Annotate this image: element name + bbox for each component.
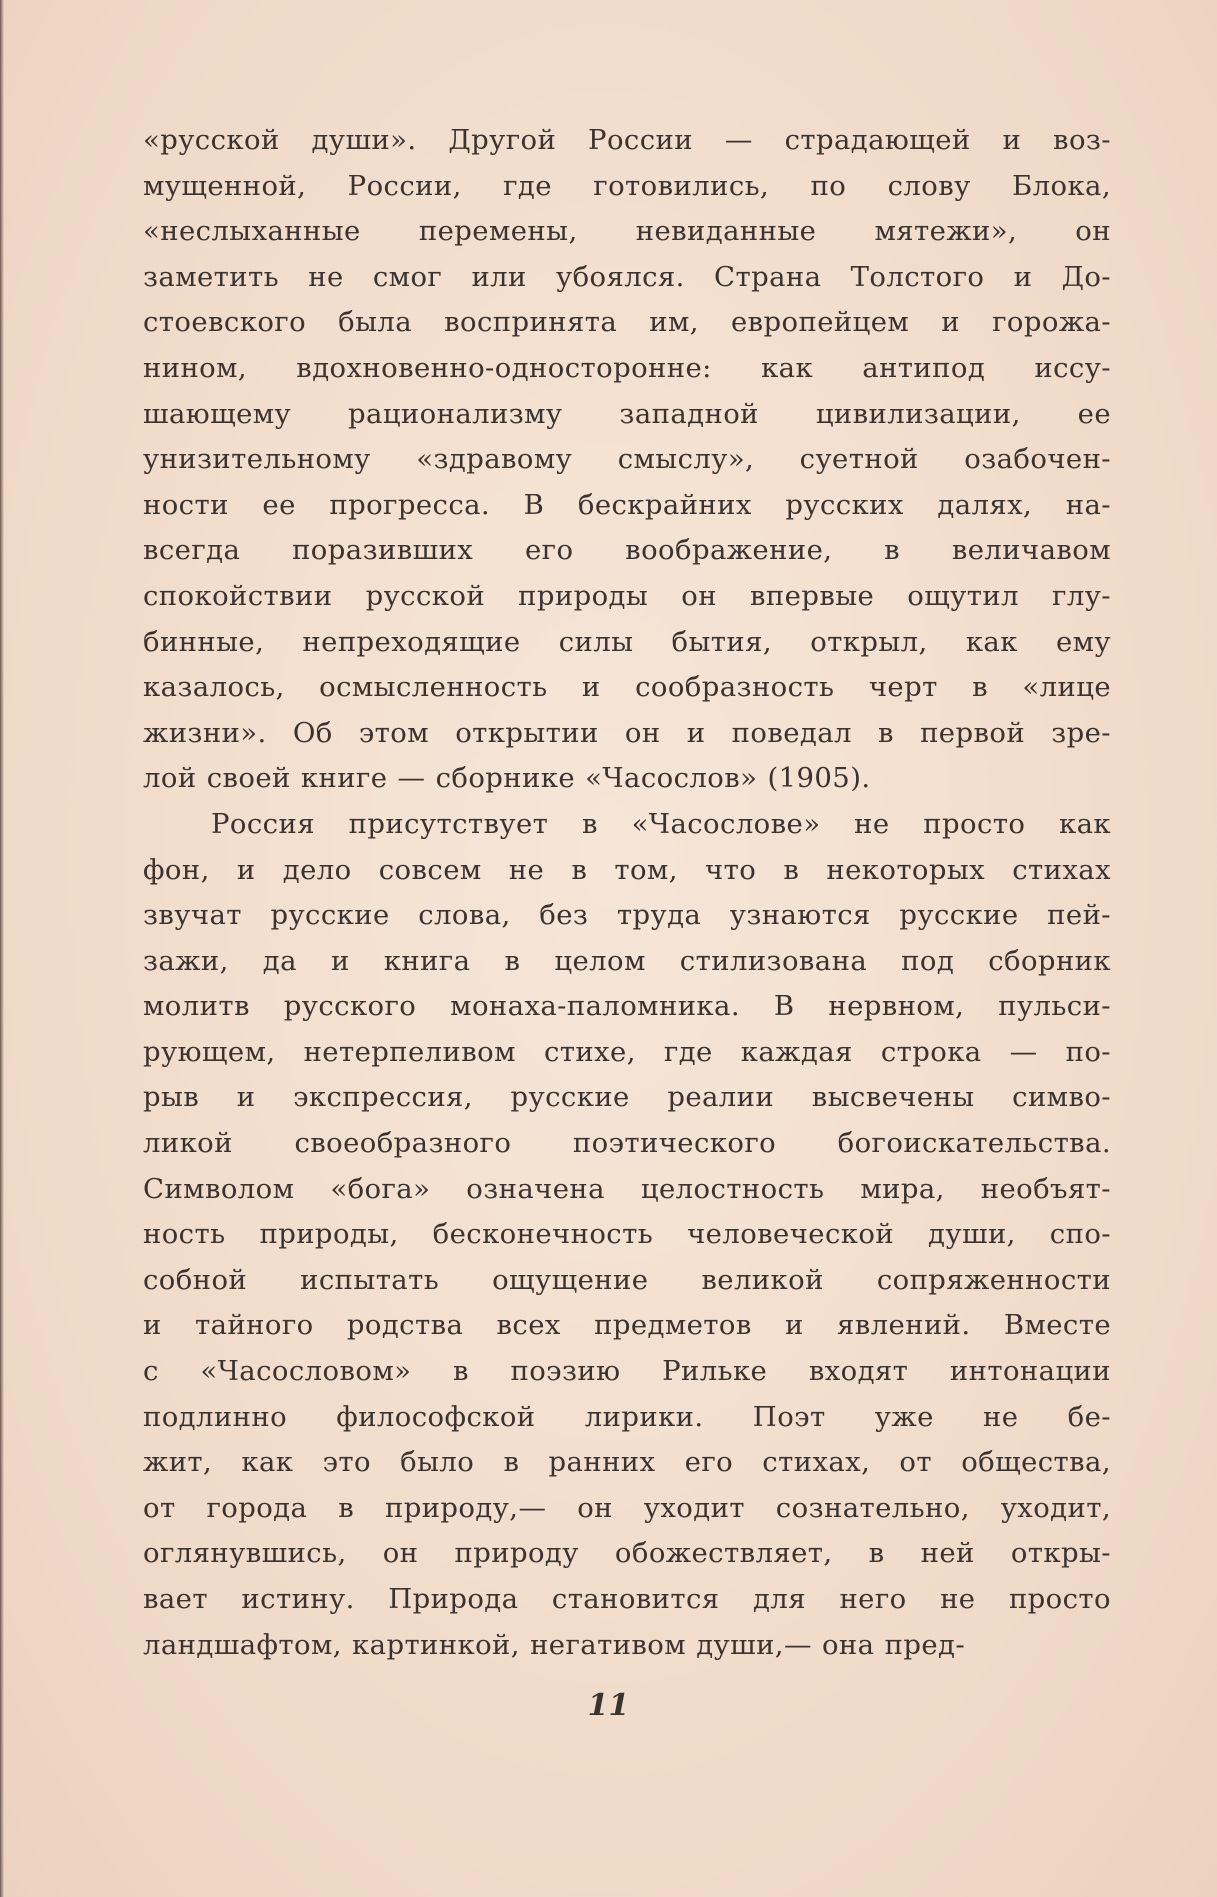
text-line: оглянувшись, он природу обожествляет, в ней откры- (143, 1537, 1111, 1570)
text-line: молитв русского монаха-паломника. В нервном, пульси- (143, 990, 1111, 1023)
text-line: спокойствии русской природы он впервые ощутил глу- (143, 579, 1111, 612)
text-line: звучат русские слова, без труда узнаются русские пей- (143, 899, 1111, 932)
paragraph (143, 802, 1111, 1668)
text-line: стоевского была воспринята им, европейцем и горожа- (143, 306, 1111, 339)
text-line: ности ее прогресса. В бескрайних русских далях, на- (143, 488, 1111, 521)
text-line: ликой своеобразного поэтического богоискательства. (143, 1127, 1111, 1160)
text-line: казалось, осмысленность и сообразность черт в «лице (143, 671, 1111, 704)
text-line: вает истину. Природа становится для него не просто (143, 1583, 1111, 1615)
text-line: с «Часословом» в поэзию Рильке входят интонации (143, 1355, 1111, 1388)
text-line: зажи, да и книга в целом стилизована под сборник (143, 944, 1111, 977)
text-line: мущенной, России, где готовились, по слову Блока, (143, 169, 1111, 202)
text-line: рыв и экспрессия, русские реалии высвечены симво- (143, 1081, 1111, 1114)
text-line: жит, как это было в ранних его стихах, от общества, (143, 1446, 1111, 1479)
text-line: нином, вдохновенно-односторонне: как антипод иссу- (143, 351, 1111, 384)
text-line: шающему рационализму западной цивилизации, ее (143, 397, 1111, 430)
text-line: «русской души». Другой России — страдающей и воз- (143, 124, 1111, 156)
text-line: Символом «бога» означена целостность мира, необъят- (143, 1172, 1111, 1205)
text-line: жизни». Об этом открытии он и поведал в первой зре- (143, 716, 1111, 749)
text-line: лой своей книге — сборнике «Часослов» (1905). (143, 762, 871, 795)
text-line: ландшафтом, картинкой, негативом души,— она пред- (143, 1628, 966, 1661)
text-line: рующем, нетерпеливом стихе, где каждая строка — по- (143, 1035, 1111, 1068)
text-line: «неслыханные перемены, невиданные мятежи», он (143, 215, 1111, 248)
text-line: унизительному «здравому смыслу», суетной озабочен- (143, 443, 1111, 476)
page-number: 11 (587, 1688, 630, 1723)
text-line: Россия присутствует в «Часослове» не просто как (211, 807, 1111, 840)
text-line: ность природы, бесконечность человеческой души, спо- (143, 1218, 1111, 1251)
text-line: всегда поразивших его воображение, в величавом (143, 534, 1111, 567)
body-text (143, 118, 1111, 1668)
text-line: и тайного родства всех предметов и явлений. Вместе (143, 1309, 1111, 1342)
text-line: собной испытать ощущение великой сопряженности (143, 1263, 1111, 1296)
text-line: заметить не смог или убоялся. Страна Толстого и До- (143, 260, 1111, 293)
text-line: фон, и дело совсем не в том, что в некоторых стихах (143, 853, 1111, 886)
text-line: от города в природу,— он уходит сознательно, уходит, (143, 1491, 1111, 1524)
text-line: подлинно философской лирики. Поэт уже не бе- (143, 1400, 1111, 1433)
text-line: бинные, непреходящие силы бытия, открыл, как ему (143, 625, 1111, 658)
paragraph (143, 118, 1111, 802)
page-left-edge (0, 0, 4, 1897)
